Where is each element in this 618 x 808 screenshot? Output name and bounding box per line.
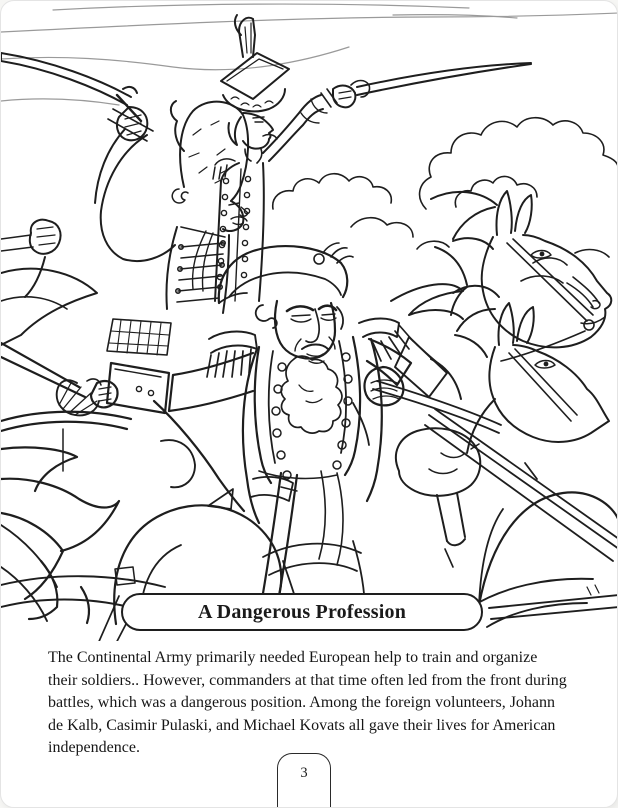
- title-banner: [121, 593, 483, 631]
- page-title: A Dangerous Profession: [197, 600, 407, 623]
- body-text-line: de Kalb, Casimir Pulaski, and Michael Kovats all gave their lives for American: [48, 716, 556, 734]
- commander-rider: [1, 243, 447, 613]
- body-text: [48, 647, 576, 760]
- page-number-tab: [277, 753, 331, 807]
- body-text-line: The Continental Army primarily needed European help to train and organize: [48, 649, 538, 666]
- page-number: 3: [300, 765, 308, 781]
- left-hand-reins: [1, 220, 97, 345]
- body-text-line: independence.: [48, 739, 140, 756]
- coloring-illustration: [1, 1, 618, 641]
- body-text-line: battles, which was a dangerous position. Among the foreign volunteers, Johann: [48, 694, 556, 711]
- sky-lines: [1, 4, 618, 105]
- body-text-line: their soldiers.. However, commanders at that time often led from the front during: [48, 671, 567, 689]
- reins: [353, 381, 618, 561]
- flowing-flag: [1, 401, 244, 623]
- czapka-rider: [213, 15, 531, 301]
- hussar-rider: [1, 53, 248, 355]
